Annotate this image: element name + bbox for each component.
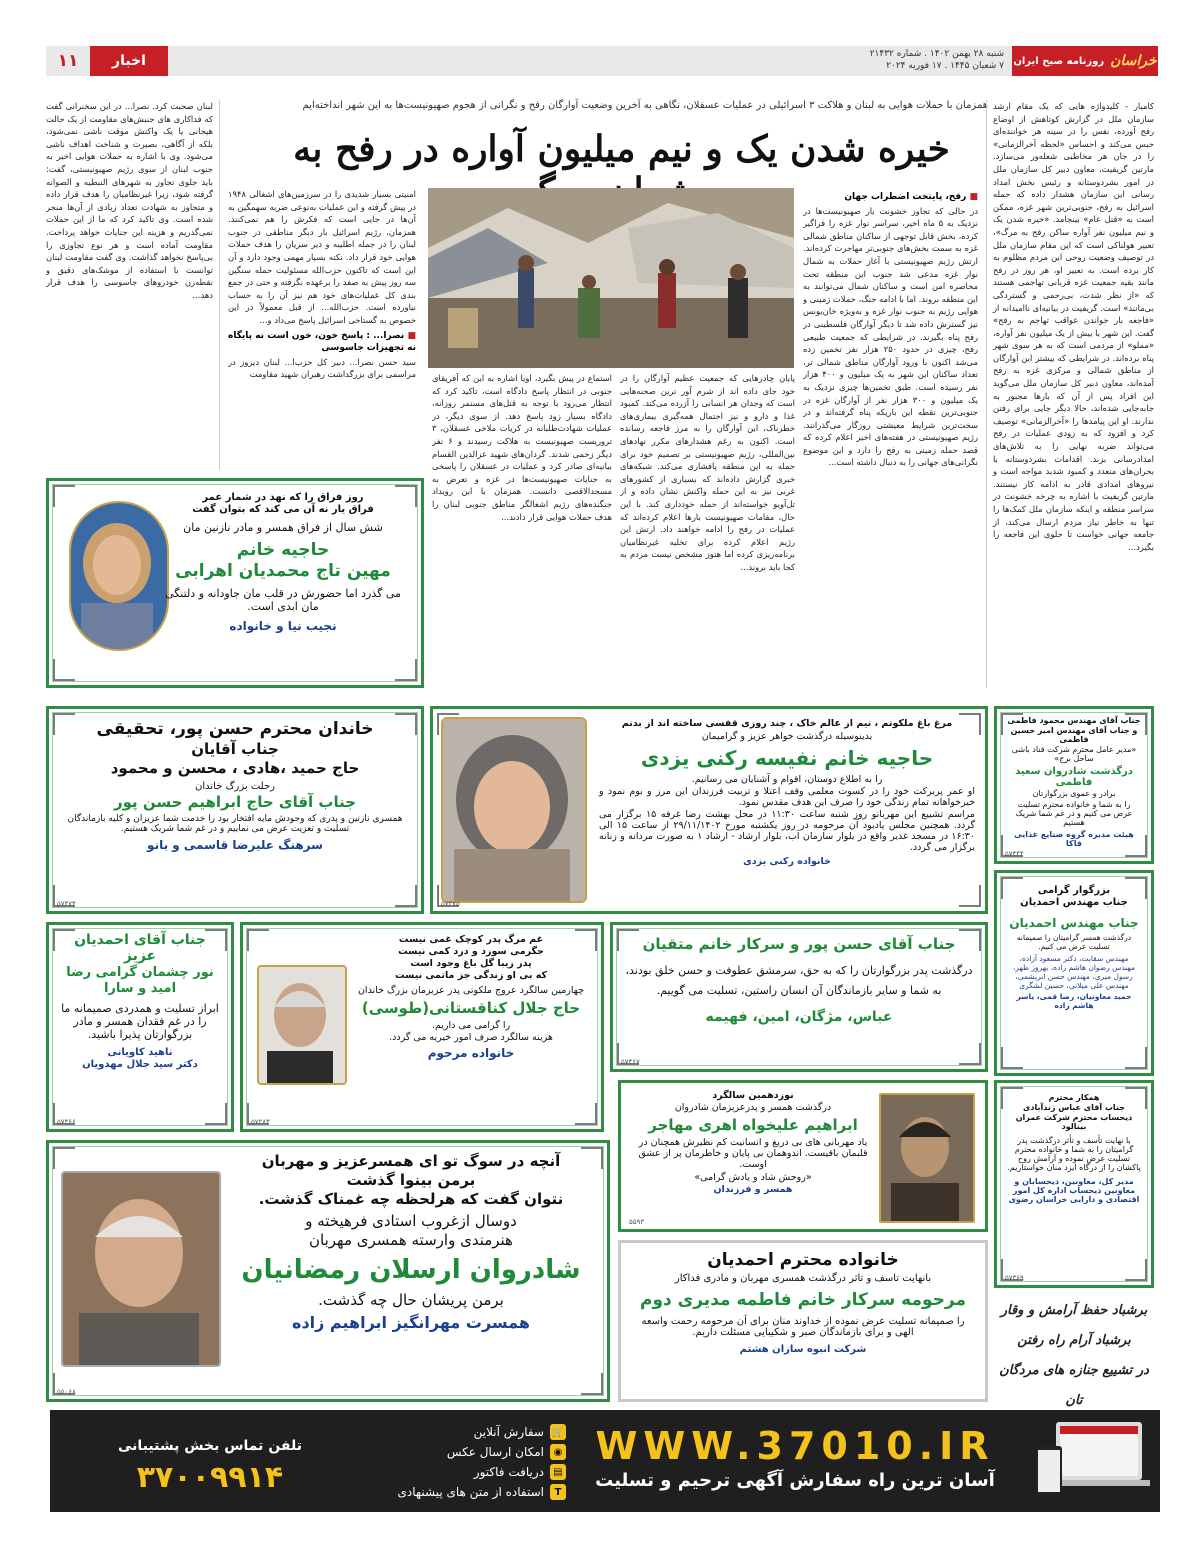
camera-icon: ◉ — [550, 1444, 566, 1460]
recipient-name: جناب آقای عباس زندآبادی — [1023, 1103, 1125, 1112]
ad-signature: همسرت مهرانگیز ابراهیم زاده — [292, 1313, 530, 1332]
ad-text: رحلت بزرگ خاندان — [195, 781, 275, 792]
memorial-ad-ramezanian — [46, 1140, 610, 1402]
portrait-photo — [257, 965, 347, 1085]
column-text: لبنان صحبت کرد. نصرا... در این سخنرانی گفت که فداکاری های جنبش‌های مقاومت از یک حالت هیجانی یا یک واکنش موقت ناشی نمی‌شود، بلکه از آگاهی، بصیرت و شناخت اهداف ناشی می‌شود. وی با اشاره به حملات هوایی اخیر به جنوب لبنان از سوی رژیم صهیونیستی، گفت: باید جلوی تجاوز به شهرهای النبطیه و الصوانه گرفته شود، زیرا غیرنظامیان را هدف قرار داده و متجاوز به شهادت تعداد زیادی از آن‌ها منجر شده است. وی تاکید کرد که ما از این حملات نمی‌گذریم و هزینه این جنایات خواهد پرداخت. مقاومت آماده است و هر نوع تجاوزی را بی‌پاسخ نخواهد گذاشت. وی گفت مقاومت لبنان توانست با استفاده از موشک‌های دقیق و نقطه‌زن خودروهای جاسوسی را هدف قرار دهد... — [46, 101, 213, 300]
ad-signature: دکتر سید جلال مهدویان — [82, 1059, 198, 1070]
newspaper-logo[interactable] — [1012, 46, 1158, 76]
invoice-icon: ▤ — [550, 1464, 566, 1480]
portrait-photo — [441, 717, 587, 903]
ad-signature: هیئت مدیره گروه صنایع غذایی فاکا — [1014, 830, 1134, 848]
ad-body: می گذرد اما حضورش در قلب مان جاودانه و دلتنگی مان ابدی است. — [165, 587, 401, 613]
condolence-ad-ahmadian-2 — [46, 922, 234, 1132]
laptop-phone-icon — [1030, 1416, 1150, 1506]
ad-signature: خانواده مرحوم — [427, 1046, 515, 1060]
ad-body: مراسم تشییع این مهربانو روز شنبه ساعت ۱۱:۳۰ در محل بهشت رضا غرفه ۱۵ برگزار می گردد. همچنین مجلس یادبود آن مرحومه در روز یکشنبه مورخ ۲۹/۱۱/۱۴۰۲ از ساعت ۱۵ الی ۱۶:۳۰ در مسجد غدیر واقع در بلوار سازمان آب، بلوار ارشاد - ارشاد ۱ به صورت مردانه و زنانه برگزار می گردد. — [599, 809, 976, 853]
ad-text: درگذشت همسر و پدرعزیزمان شادروان — [674, 1102, 832, 1113]
memorial-ad-mohajer — [618, 1080, 988, 1232]
ad-body: یاد مهربانی های بی دریغ و انسانیت کم نظیرش همچنان در قلبمان باقیست. اندوهمان بی پایان و خاطرمان پر از عشق اوست. — [638, 1137, 868, 1170]
portrait-photo — [879, 1093, 975, 1223]
ad-code: ۵۵۰۶۸ — [57, 1388, 76, 1396]
column-text: سید حسن نصرا... دبیر کل حزب‌ا... لبنان دیروز در مراسمی برای بزرگداشت رهبران شهید مقاومت — [228, 356, 416, 380]
recipient-name: جناب آقای مهندس محمود فاطمی — [1007, 716, 1141, 725]
portrait-photo — [69, 501, 169, 651]
support-phone-label: تلفن تماس بخش پشتیبانی — [118, 1438, 302, 1454]
ad-text: دوسال ازغروب استادی فرهیخته و — [305, 1212, 517, 1230]
service-send-photo — [346, 1442, 566, 1462]
poem-line: برمن بینوا گذشت — [346, 1171, 476, 1189]
ad-body: را به اطلاع دوستان، اقوام و آشنایان می رسانیم. — [691, 774, 883, 785]
ad-signature: نجیب نیا و خانواده — [229, 619, 337, 633]
service-invoice — [346, 1462, 566, 1482]
ad-code: ۵۵۹۳ — [629, 1218, 645, 1226]
memorial-ad-mahin — [46, 478, 424, 688]
ad-signature: ناهید کاویانی — [107, 1047, 173, 1058]
recipient-names: حاج حمید ،هادی ، محسن و محمود — [110, 759, 360, 777]
text-icon: T — [550, 1484, 566, 1500]
poem-line: که بی او زندگی جز ماتمی نیست — [394, 970, 548, 981]
ad-greeting: همکار محترم — [1048, 1093, 1100, 1102]
ad-signature: حمید معاونیان، رضا قمی، یاسر هاشم زاده — [1016, 992, 1132, 1010]
subheading: ■ نصرا... : پاسخ خون، خون است نه پایگاه نه تجهیزات جاسوسی — [228, 330, 416, 355]
poem-line: فراق یار نه آن می کند که بتوان گفت — [192, 504, 374, 515]
recipient-name-large: جناب مهندس احمدیان — [1009, 916, 1139, 930]
ad-body: هزینه سالگرد صرف امور خیریه می گردد. — [389, 1032, 553, 1043]
photo-illustration — [428, 188, 794, 368]
service-label: استفاده از متن های پیشنهادی — [397, 1485, 544, 1499]
ad-body: را گرامی می داریم. — [431, 1020, 511, 1031]
ad-body: را به شما و خانواده محترم تسلیت عرض می کنیم و در غم شما شریک هستیم — [1015, 800, 1133, 827]
portrait-illustration — [879, 1095, 973, 1223]
deceased-name: ابراهیم علیخواه اهری مهاجر — [648, 1116, 858, 1134]
column-text: در حالی که تجاوز خشونت بار صهیونیست‌ها در نزدیک به ۵ ماه اخیر، سراسر نوار غزه را فراگیر کرده، بخش قابل توجهی از ساکنان مناطق شمالی غزه به سمت بخش‌های جنوبی‌تر مهاجرت کرده‌اند. ارتش رژیم صهیونیستی با آغاز حملات به شمال نوار غزه مدعی شد جنوب این منطقه تحت محاصره امن است و ساکنان شمال می‌توانند به این منطقه بروند. اما با ادامه جنگ، حملات زمینی و هوایی رژیم به جنوب نوار غزه و به‌ویژه خان‌یونس نیز گسترش داده شد تا دیگر آوارگان فلسطینی در رفح پناه بگیرند. در شرایطی که جمعیت طبیعی رفح، چیزی در حدود ۲۵۰ هزار نفر تخمین زده می‌شد اکنون با ورود آوارگان مناطق شمالی تر، تعداد ساکنان این شهر به یک میلیون و ۴۰۰ هزار نفر رسیده است. طبق تخمین‌ها چیزی نزدیک به یک میلیون و ۳۰۰ هزار نفر از آوارگان غزه در جنوبی‌ترین نقطه این باریکه پناه گرفته‌اند و در سخت‌ترین شرایط معیشتی روزگار می‌گذرانند. رژیم صهیونیستی در هفته‌های اخیر اعلام کرده که قصد حمله زمینی به رفح را دارد و این موضوع نگرانی‌های جهانی را به دنبال داشته است... — [803, 205, 978, 468]
condolence-ad-fatemi — [994, 706, 1154, 864]
brand-subtitle: روزنامه صبح ایران — [1013, 55, 1105, 67]
refugee-camp-photo — [428, 188, 794, 368]
website-url[interactable]: WWW.37010.IR — [595, 1424, 995, 1468]
recipient-family: خاندان محترم حسن پور، تحقیقی — [96, 719, 374, 739]
subheading: ■ رفح، پایتخت اضطراب جهان — [803, 191, 978, 204]
deceased-name: شادروان ارسلان رمضانیان — [241, 1255, 581, 1285]
ad-signature: همسر و فرزندان — [713, 1184, 793, 1195]
verse-line: برشباد حفظ آرامش و وقار — [1000, 1303, 1148, 1318]
recipient-title: «مدیر عامل محترم شرکت قناد باشی ساحل برج» — [1011, 745, 1137, 763]
ad-signature: شرکت انبوه سازان هشتم — [739, 1344, 867, 1355]
footer-tagline: آسان ترین راه سفارش آگهی ترحیم و تسلیت — [595, 1470, 995, 1491]
ad-text: هنرمندی وارسته همسری مهربان — [309, 1231, 513, 1249]
column-text: پایان چادرهایی که جمعیت عظیم آوارگان را در خود جای داده اند از شرم آور ترین صحنه‌هایی است که وجدان هر انسانی را آزرده می‌کند. کمبود غذا و دارو و نیز احتمال همه‌گیری بیماری‌های خطرناک، این آوارگان را به مرز فاجعه رسانده است. اکنون به رغم هشدارهای مکرر نهادهای بین‌المللی، رژیم صهیونیستی بر تصمیم خود برای حمله به این منطقه پافشاری می‌کند. شبکه‌های خبری گزارش داده‌اند که بسیاری از کشورهای غربی نیز به این حمله واکنش نشان داده و از تل‌آویو خواسته‌اند از حمله خودداری کند. با این حال، مقامات صهیونیست بارها اعلام کرده‌اند که عملیات در رفح را ادامه خواهند داد. ارتش این رژیم اعلام کرده برای تخلیه غیرنظامیان برنامه‌ریزی کرده اما هنوز مشخص نیست مردم به کجا باید بروند... — [620, 373, 795, 572]
deceased-name: حاج جلال کناقستانی(طوسی) — [361, 999, 581, 1017]
column-text: امنیتی بسیار شدیدی را در سرزمین‌های اشغالی ۱۹۴۸ در پیش گرفته و این عملیات به‌نوعی ضربه سهمگین به آن‌ها در جایی است که فکرش را هم نمی‌کنند. همزمان، رژیم اسرائیل بار دیگر مناطقی در جنوب لبنان را در جمله اطلیبه و دیر سریان را هدف حملات هوایی خود قرار داد. نکته بسیار مهمی وجود دارد و آن این است که تاکنون حزب‌الله مسئولیت حمله سنگین سه روز پیش به صفد را برعهده نگرفته و حتی در جمع بندی کل عملیات‌های خود هم نیز آن را به حساب نیاورده است. حزب‌الله... از قبل معمولاً در این خصوص به گستاخی اسرائیل پاسخ می‌داد و... — [228, 189, 416, 325]
section-label: اخبار — [90, 46, 168, 76]
poem-line: پدر زیبا گل باغ وجود است — [410, 958, 532, 969]
recipient-title: جناب آقایان — [191, 740, 279, 758]
portrait-illustration — [61, 1173, 219, 1367]
service-label: امکان ارسال عکس — [446, 1445, 544, 1459]
portrait-photo — [61, 1171, 221, 1367]
deceased-name: مهین تاج محمدیان اهرابی — [175, 561, 391, 581]
ad-code: ۵۷۴۷۵ — [441, 900, 460, 908]
cart-icon: 🛒 — [550, 1424, 566, 1440]
service-label: سفارش آنلاین — [473, 1425, 544, 1439]
ad-body: ابراز تسلیت و همدردی صمیمانه ما را در غم فقدان همسر و مادر بزرگوارتان پذیرا باشید. — [61, 1002, 219, 1041]
ad-body: را صمیمانه تسلیت عرض نموده از خداوند منان برای آن مرحومه رحمت واسعه الهی و برای بازماندگان صبر و شکیبایی مسئلت داریم. — [641, 1316, 965, 1338]
recipient-name: جناب آقای حسن پور و سرکار خانم متقیان — [642, 935, 956, 953]
poem-line: روز فراق را که نهد در شمار عمر — [202, 492, 364, 503]
deceased-name: جناب آقای حاج ابراهیم حسن پور — [113, 793, 357, 811]
verse-line: برشباد آرام راه رفتن — [1017, 1333, 1131, 1348]
article-headline: خیره شدن یک و نیم میلیون آواره در رفح به — [293, 128, 950, 170]
issue-date — [870, 48, 1004, 72]
portrait-illustration — [441, 719, 585, 903]
footer-banner — [50, 1410, 1160, 1512]
page-number: ۱۱ — [57, 51, 79, 71]
deceased-title: حاجیه خانم — [236, 540, 330, 560]
ad-body: درگذشت پدر بزرگوارتان را که به حق، سرمشق عطوفت و حسن خلق بودند، به شما و سایر بازماندگان آن انسان راستین، تسلیت می گوییم. — [625, 964, 973, 997]
condolence-ad-ahmadian-1 — [994, 870, 1154, 1076]
page-header — [46, 46, 1158, 76]
memorial-ad-nafiseh — [430, 706, 988, 914]
recipient-family: خانواده محترم احمدیان — [707, 1250, 899, 1270]
ad-text: چهارمین سالگرد عروج ملکوتی پدر عزیزمان بزرگ خاندان — [357, 985, 585, 996]
ad-signature: عباس، مژگان، امین، فهیمه — [705, 1009, 893, 1025]
condolence-ad-abbasi — [994, 1080, 1154, 1288]
ad-code: ۵۷۴۶۶ — [57, 1118, 76, 1126]
ad-text: برمن پریشان حال چه گذشت. — [318, 1291, 504, 1309]
ad-heading: نوزدهمین سالگرد — [712, 1090, 794, 1101]
ad-signature: خانواده رکنی یزدی — [743, 856, 831, 867]
ad-quote: «روحش شاد و یادش گرامی» — [694, 1172, 812, 1183]
poem-line: جگرمی سوزد و درد کمی نیست — [398, 946, 544, 957]
condolence-ad-hasanpour-1 — [46, 706, 424, 914]
poem-line: مرغ باغ ملکوتم ، نیم از عالم خاک ، چند روزی قفسی ساخته اند از بدنم — [621, 718, 953, 729]
ad-text: شش سال از فراق همسر و مادر نازنین مان — [183, 521, 383, 534]
ad-code: ۵۷۴۴۴ — [1005, 850, 1024, 858]
column-text: استماع در پیش بگیرد، اویا اشاره به این که آفریقای جنوبی در انتظار پاسخ دادگاه است، تاکید کرد که انتظار می‌رود با توجه به قتل‌های مستمر روزانه، دادگاه بسیار زود پاسخ دهد. از سوی دیگر، در عملیات شهادت‌طلبانه در کریات ملاخی عسقلان، ۳ تروریست صهیونیست به هلاکت رسیدند و ۶ نفر دیگر زخمی شدند. گردان‌های شهید عزالدین القسام بیانیه‌ای صادر کرد و عملیات در عسقلان را پاسخی به جنایات صهیونیست‌ها در غزه و تعرض به مسجدالاقصی دانست. همزمان با این رویداد جنگنده‌های رژیم اشغالگر مناطق جنوبی لبنان را هدف حملات هوایی قرار دادند... — [432, 373, 612, 522]
ad-body: همسری نازنین و پدری که وجودش مایه افتخار بود را خدمت شما عزیزان و کلیه بازماندگان تسلیت و تعزیت عرض می نماییم و در غم شما شریک هستیم. — [67, 814, 403, 834]
memorial-ad-konagastani — [240, 922, 604, 1132]
article-column-4 — [432, 372, 612, 688]
poem-line: نتوان گفت که هرلحظه چه غمناک گذشت. — [258, 1190, 564, 1208]
portrait-illustration — [257, 967, 345, 1085]
ad-text: بدینوسیله درگذشت خواهر عزیز و گرامیمان — [701, 731, 873, 742]
article-kicker: همزمان با حملات هوایی به لبنان و هلاکت ۳ اسرائیلی در عملیات عسقلان، نگاهی به آخرین وضعیت آوارگان رفح و نگرانی از هجوم صهیونیست‌ها به این شهر انداخته‌ایم — [302, 100, 988, 111]
recipient-title: ذیحساب محترم شرکت عمران بینالود — [1015, 1113, 1133, 1131]
service-list — [346, 1422, 566, 1502]
column-text: کامیار - کلیدواژه هایی که یک مقام ارشد سازمان ملل در گزارش کوتاهش از اوضاع رفح آورده، نفس را در سینه هر خواننده‌ای حبس می‌کند و احساس «لحظه آخرالزمانی» را در جان هر مخاطبی شعله‌ور می‌سازد. مارتین گریفیت، معاون دبیر کل سازمان ملل در امور بشردوستانه و رئیس بخش امداد رسانی این سازمان هشدار داده که حمله اسرائیل به رفح، جنوبی‌ترین شهر غزه، ممکن است به «قتل عام» بینجامد. «خیره شدن یک و نیم میلیون نفر آواره ساکن رفح به مرگ»، تعبیر هولناکی است که این مقام سازمان ملل در توصیف وضعیت روحی این مردم مظلوم به کار برده است. به تعبیر او، هر روز در رفح مانند بقیه جمعیت غزه قربانی تهاجمی هستند که «از نظر شدت، بی‌رحمی و گستردگی بی‌مانند» است. گریفیت در بیانیه‌ای ناامیدانه از «فاجعه بار خواندن عواقب تهاجم به رفح» گفت. این شهر با بیش از یک میلیون نفر آواره، «مملو» از مردمی است که به هر سوی شهر پناه برده‌اند. در شرایطی که بیشتر این آوارگان از مناطق شمالی و مرکزی غزه به رفح آمده‌اند، معاون دبیر کل سازمان ملل می‌گوید این افراد پس از آن که بارها مجبور به جابه‌جایی شده‌اند، حالا دیگر جایی برای رفتن ندارند. او این پیامدها را «آخرالزمانی» توصیف کرد و افزود که به زودی عملیات در رفح می‌تواند ضربه نهایی را به تلاش‌های امدادرسانی بزند. اقدامات بشردوستانه با بحران‌های متعدد و کمبود شدید مواجه است و نیروهای امدادی قادر به ادامه کار نیستند. مارتین گریفیت با اشاره به چرخه خشونت در سراسر منطقه و اینکه سازمان ملل کمک‌ها را تنها به خاطر نیاز مردم ارسال می‌کند، از جامعه جهانی خواست تا جلوی این فاجعه را بگیرد... — [993, 101, 1154, 552]
ad-text: برادر و عموی بزرگوارتان — [1032, 789, 1116, 798]
ad-body: او عمر پربرکت خود را در کسوت معلمی وقف اعتلا و تربیت فرزندان این مرز و بوم نمود و خیرخواهانه تمام زندگی خود را صرف این هدف مقدس نمود. — [599, 786, 975, 808]
condolence-ad-hasanpour-2 — [610, 922, 988, 1072]
ad-text: بانهایت تاسف و تاثر درگذشت همسری مهربان و مادری فداکار — [674, 1273, 932, 1284]
ad-senders: مهندس سقابت، دکتر مسعود آزاده، مهندس رضوان هاشم زاده، بهروز ظهر، رسول میری، مهندس حسن ابریشمی، مهندس علی میلانی، حسین لشگری — [1012, 954, 1136, 990]
deceased-name: درگذشت شادروان سعید فاطمی — [1015, 766, 1133, 788]
portrait-illustration — [69, 503, 167, 651]
ad-body: درگذشت همسر گرامیتان را صمیمانه تسلیت عرض می کنیم. — [1016, 933, 1132, 951]
ad-code: ۵۷۴۶۷ — [621, 1058, 640, 1066]
poem-line: غم مرگ پدر کوچک غمی نیست — [398, 934, 544, 945]
ad-body: با نهایت تأسف و تأثر درگذشت پدر گرامیتان را به شما و خانواده محترم تسلیت عرض نموده و آرامش روح پاکشان را از درگاه ایزد منان خواستاریم. — [1007, 1136, 1141, 1172]
date-line-2: ۷ شعبان ۱۴۴۵ . ۱۷ فوریه ۲۰۲۴ — [886, 61, 1004, 71]
device-mockup — [1030, 1416, 1150, 1506]
recipient-name: جناب مهندس احمدیان — [1020, 897, 1128, 908]
condolence-ad-ahmadian-3 — [618, 1240, 988, 1402]
ad-signature: سرهنگ علیرضا قاسمی و بانو — [147, 838, 323, 852]
service-online-order — [346, 1422, 566, 1442]
article-column-2 — [803, 188, 978, 688]
article-column-3 — [620, 372, 795, 688]
ad-code: ۵۷۴۷۴ — [57, 900, 76, 908]
service-label: دریافت فاکتور — [473, 1465, 544, 1479]
support-phone-number[interactable]: ۳۷۰۰۹۹۱۴ — [136, 1460, 284, 1495]
deceased-name: مرحومه سرکار خانم فاطمه مدیری دوم — [639, 1290, 966, 1310]
brand-name: خراسان — [1110, 53, 1157, 69]
ad-code: ۵۷۲۸۳ — [251, 1118, 270, 1126]
recipient-name: و جناب آقای مهندس امیر حسین فاطمی — [1010, 726, 1138, 744]
recipient-name: امید و سارا — [103, 981, 177, 996]
verse-line: در تشییع جنازه های مردگان تان — [999, 1363, 1149, 1408]
deceased-name: حاجیه خانم نفیسه رکنی یزدی — [640, 746, 934, 770]
poem-line: آنچه در سوگ تو ای همسرعزیز و مهربان — [261, 1152, 561, 1170]
ad-greeting: بزرگوار گرامی — [1037, 885, 1111, 896]
recipient-name: نور چشمان گرامی رضا — [66, 965, 214, 980]
ad-signature: مدیر کل، معاونین، ذیحسابان و معاونین ذیحساب اداره کل امور اقتصادی و دارایی خراسان رضوی — [1008, 1177, 1140, 1204]
article-column-left-edge — [46, 100, 220, 470]
service-suggested-text — [346, 1482, 566, 1502]
calligraphy-verse — [994, 1296, 1154, 1408]
ad-code: ۵۷۳۶۹ — [1005, 1274, 1024, 1282]
date-line-1: شنبه ۲۸ بهمن ۱۴۰۲ . شماره ۲۱۴۳۲ — [869, 49, 1004, 59]
recipient-name: جناب آقای احمدیان عزیز — [74, 932, 206, 964]
article-column-right — [986, 100, 1154, 688]
